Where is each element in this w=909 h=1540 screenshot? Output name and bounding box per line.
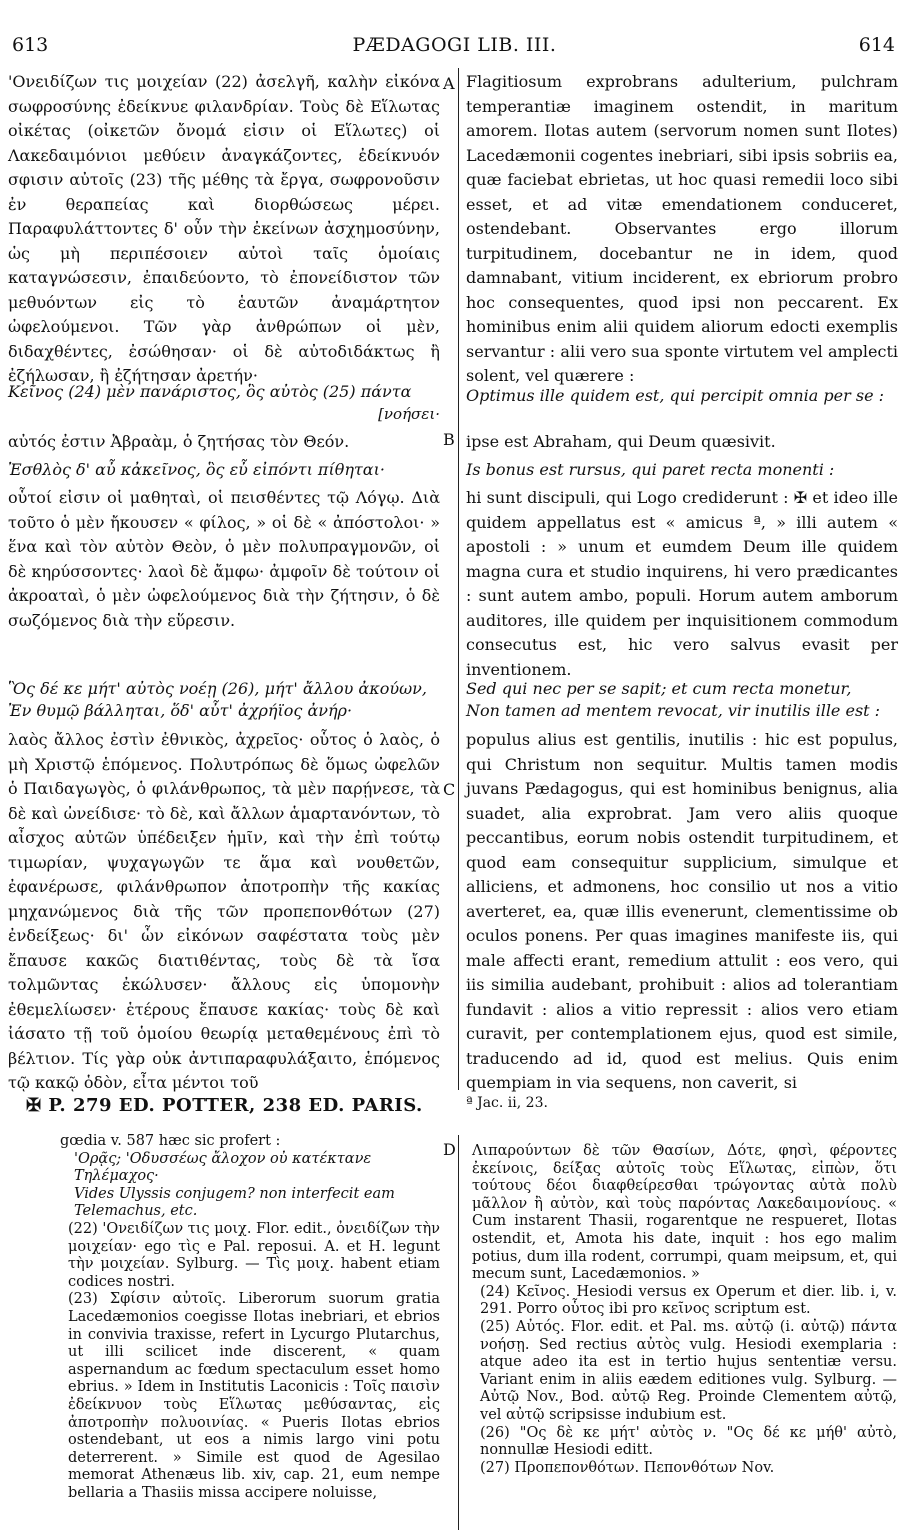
- notes-divider: [458, 1135, 459, 1530]
- scripture-footnote: ª Jac. ii, 23.: [466, 1095, 548, 1111]
- edition-reference: ✠ P. 279 ED. POTTER, 238 ED. PARIS.: [26, 1095, 423, 1116]
- greek-verse-3b: Ἐν θυμῷ βάλληται, ὅδ' αὖτ' ἀχρήϊος ἀνήρ·: [8, 701, 353, 720]
- margin-letter-b: B: [443, 430, 455, 449]
- latin-paragraph-3: hi sunt discipuli, qui Logo crediderunt : ✠ et ideo ille quidem appellatus est « amicus ª, » illi autem « apostoli : » unum et eumdem Deum ille quidem magna cura et studio inquirens, hi vero prædicantes : sunt autem ambo, populi. Horum autem amborum auditores, ille quidem per inquisitionem commodum consecutus est, hic vero salvus evasit per inventionem.: [466, 488, 898, 679]
- greek-verse-2: Ἐσθλὸς δ' αὖ κἀκεῖνος, ὃς εὖ εἰπόντι πίθηται·: [8, 460, 385, 479]
- note-23: (23) Σφίσιν αὐτοῖς. Liberorum suorum gratia Lacedæmonios coegisse Ilotas inebriari, et ebrios in convivia traxisse, refert in Lycurgo Plutarchus, ut illi scilicet inde discerent, « quam aspernandum ac fœdum spectaculum esset homo ebrius. » Idem in Institutis Laconicis : Τοῖς παισὶν ἐδείκνυον τοὺς Εἵλωτας μεθύσαντας, εἰς ἀποτροπὴν πολυοινίας. « Pueris Ilotas ebrios ostendebant, ut eos a nimis largo vini potu deterrerent. » Simile est quod de Agesilao memorat Athenæus lib. xiv, cap. 21, eum nempe bellaria a Thasiis missa accipere noluisse,: [68, 1291, 440, 1501]
- note-25: (25) Αὐτός. Flor. edit. et Pal. ms. αὐτῷ (i. αὐτῷ) πάντα νοήσῃ. Sed rectius αὐτὸς vulg. Hesiodi exemplaria : atque adeo ita est in tertio hujus sententiæ versu. Variant enim in aliis eædem editiones vulg. Sylburg. — Αὐτῷ Nov., Bod. αὐτῷ Reg. Proinde Clementem αὐτῷ, vel αὐτῷ scripsisse indubium est.: [480, 1318, 897, 1423]
- latin-verse-3a: Sed qui nec per se sapit; et cum recta monetur,: [466, 679, 852, 698]
- note-27: (27) Προπεπονθότων. Πεπονθότων Nov.: [480, 1459, 775, 1476]
- note-24: (24) Κεῖνος. Hesiodi versus ex Operum et dier. lib. i, v. 291. Porro οὗτος ibi pro κεῖνος scriptum est.: [480, 1283, 897, 1318]
- greek-verse-3a: Ὃς δέ κε μήτ' αὐτὸς νοέῃ (26), μήτ' ἄλλου ἀκούων,: [8, 679, 427, 698]
- margin-letter-d: D: [443, 1140, 456, 1159]
- note-quote-greek: 'Ορᾷς; 'Οδυσσέως ἄλοχον οὐ κατέκτανε: [74, 1150, 372, 1167]
- latin-paragraph-2: ipse est Abraham, qui Deum quæsivit.: [466, 432, 776, 451]
- page-number-right: 614: [858, 34, 895, 56]
- latin-verse-2: Is bonus est rursus, qui paret recta monenti :: [466, 460, 835, 479]
- latin-paragraph-4: populus alius est gentilis, inutilis : hic est populus, qui Christum non sequitur. Multis tamen modis juvans Pædagogus, qui est hominibus benignus, alia suadet, alia exprobrat. Jam vero aliis quoque peccantibus, eorum nobis ostendit turpitudinem, et quod eam consequitur supplicium, simulque et alliciens, et admonens, hoc consilio ut nos a vitio averteret, ea, quæ illis evenerunt, clementissime ob oculos ponens. Per quas imagines manifeste iis, qui male affecti erant, remedium attulit : eos vero, qui iis similia audebant, prohibuit : alios ad tolerantiam fundavit : alios a vitio repressit : alios vero etiam curavit, per contemplationem ejus, quod est simile, traducendo ad id, quod est melius. Quis enim quempiam in via sequens, non caverit, si: [466, 730, 898, 1092]
- note-text: Λιπαρούντων δὲ τῶν Θασίων, Δότε, φησὶ, φέροντες ἐκείνοις, δείξας αὐτοῖς τοὺς Εἵλωτας, εἰπὼν, ὅτι τούτους δέοι διαφθείρεσθαι τρώγοντας αὐτὰ πολὺ μᾶλλον ἢ αὐτὸν, καὶ τοὺς παρόντας Λακεδαιμονίους. « Cum instarent Thasii, rogarentque ne respueret, Ilotas ostendit, et, Amota his date, inquit : hos ego malim potius, dum illa rodent, corrumpi, quam meipsum, et, qui mecum sunt, Lacedæmonios. »: [472, 1143, 897, 1283]
- page-number-left: 613: [12, 34, 49, 56]
- greek-paragraph-2: αὐτός ἐστιν Ἀβραὰμ, ὁ ζητήσας τὸν Θεόν.: [8, 432, 350, 451]
- greek-paragraph-3: οὗτοί εἰσιν οἱ μαθηταὶ, οἱ πεισθέντες τῷ Λόγῳ. Διὰ τοῦτο ὁ μὲν ἤκουσεν « φίλος, » οἱ δὲ « ἀπόστολοι· » ἕνα καὶ τὸν αὐτὸν Θεὸν, ὁ μὲν πολυπραγμονῶν, οἱ δὲ κηρύσσοντες· λαοὶ δὲ ἄμφω· ἀμφοῖν δὲ τούτοιν οἱ ἀκροαταὶ, ὁ μὲν ὠφελούμενος διὰ τὴν ζήτησιν, ὁ δὲ σωζόμενος διὰ τὴν εὕρεσιν.: [8, 488, 440, 630]
- margin-letter-c: C: [443, 780, 456, 799]
- latin-verse-1: Optimus ille quidem est, qui percipit omnia per se :: [466, 386, 885, 405]
- notes-left-column: [60, 1133, 440, 1502]
- note-text: gœdia v. 587 hæc sic profert :: [60, 1133, 281, 1149]
- note-quote-latin: Telemachus, etc.: [74, 1203, 198, 1220]
- latin-verse-3b: Non tamen ad mentem revocat, vir inutilis ille est :: [466, 701, 881, 720]
- running-title: PÆDAGOGI LIB. III.: [352, 34, 557, 56]
- latin-paragraph-1: Flagitiosum exprobrans adulterium, pulchram temperantiæ imaginem ostendit, in maritum amorem. Ilotas autem (servorum nomen sunt Ilotes) Lacedæmonii cogentes inebriari, sibi ipsis sobriis ea, quæ faciebat ebrietas, ut hoc quasi remedii loco sibi esset, et ad vitæ emendationem conduceret, ostendebant. Observantes ergo illorum turpitudinem, docebantur ne in idem, quod damnabant, vitium inciderent, ex ebriorum probro hoc consequentes, quod ipsi non peccarent. Ex hominibus enim alii quidem aliorum edocti exemplis servantur : alii vero sua sponte virtutem vel amplecti solent, vel quærere :: [466, 72, 898, 385]
- note-quote-greek: Τηλέμαχος·: [74, 1168, 159, 1185]
- greek-paragraph-4: λαὸς ἄλλος ἐστὶν ἐθνικὸς, ἀχρεῖος· οὗτος ὁ λαὸς, ὁ μὴ Χριστῷ ἑπόμενος. Πολυτρόπως δὲ ὅμως ὠφελῶν ὁ Παιδαγωγὸς, ὁ φιλάνθρωπος, τὰ μὲν παρῄνεσε, τὰ δὲ καὶ ὠνείδισε· τὸ δὲ, καὶ ἄλλων ἁμαρτανόντων, τὸ αἶσχος αὐτῶν ὑπέδειξεν ἡμῖν, καὶ τὴν ἐπὶ τούτῳ τιμωρίαν, ψυχαγωγῶν τε ἅμα καὶ νουθετῶν, ἐφανέρωσε, φιλάνθρωπον ἀποτροπὴν τῆς κακίας μηχανώμενος διὰ τῆς τῶν προπεπονθότων (27) ἐνδείξεως· δι' ὧν εἰκόνων σαφέστατα τοὺς μὲν ἔπαυσε κακῶς διατιθέντας, τοὺς δὲ τὰ ἴσα τολμῶντας ἐκώλυσεν· ἄλλους εἰς ὑπομονὴν ἐθεμελίωσεν· ἑτέρους ἔπαυσε κακίας· τοὺς δὲ καὶ ἰάσατο τῇ τοῦ ὁμοίου θεωρίᾳ μεταθεμένους ἐπὶ τὸ βέλτιον. Τίς γὰρ οὐκ ἀντιπαραφυλάξαιτο, ἑπόμενος τῷ κακῷ ὁδὸν, εἶτα μέντοι τοῦ: [8, 730, 440, 1092]
- greek-verse-1-runover: [νοήσει·: [378, 405, 440, 423]
- page-header: [0, 34, 909, 58]
- margin-letter-a: A: [443, 74, 455, 93]
- note-22: (22) 'Ονειδίζων τις μοιχ. Flor. edit., ὀνειδίζων τὴν μοιχείαν· ego τὶς e Pal. reposui. A. et H. legunt τὴν μοιχείαν. Sylburg. — Τὶς μοιχ. habent etiam codices nostri.: [68, 1220, 440, 1290]
- notes-right-column: [472, 1143, 897, 1477]
- note-quote-latin: Vides Ulyssis conjugem? non interfecit eam: [74, 1185, 395, 1202]
- greek-paragraph-1: 'Ονειδίζων τις μοιχείαν (22) ἀσελγῆ, καλὴν εἰκόνα σωφροσύνης ἐδείκνυε φιλανδρίαν. Τοὺς δὲ Εἵλωτας οἰκέτας (οἰκετῶν ὄνομά εἰσιν οἱ Εἵλωτες) οἱ Λακεδαιμόνιοι μεθύειν ἀναγκάζοντες, ἐδείκνυόν σφισιν αὐτοῖς (23) τῆς μέθης τὰ ἔργα, σωφρονοῦσιν ἐν θεραπείας καὶ διορθώσεως μέρει. Παραφυλάττοντες δ' οὖν τὴν ἐκείνων ἀσχημοσύνην, ὡς μὴ περιπέσοιεν αὐτοὶ ταῖς ὁμοίαις καταγνώσεσιν, ἐπαιδεύοντο, τὸ ἐπονείδιστον τῶν μεθυόντων εἰς τὸ ἑαυτῶν ἀναμάρτητον ὠφελούμενοι. Τῶν γὰρ ἀνθρώπων οἱ μὲν, διδαχθέντες, ἐσώθησαν· οἱ δὲ αὐτοδιδάκτως ἢ ἐζήλωσαν, ἢ ἐζήτησαν ἀρετήν·: [8, 72, 440, 385]
- note-26: (26) "Ος δὲ κε μήτ' αὐτὸς ν. "Ος δέ κε μήθ' αὐτὸ, nonnullæ Hesiodi editt.: [480, 1424, 897, 1459]
- column-divider: [458, 68, 459, 1090]
- greek-verse-1: Κεῖνος (24) μὲν πανάριστος, ὃς αὐτὸς (25) πάντα: [8, 382, 412, 401]
